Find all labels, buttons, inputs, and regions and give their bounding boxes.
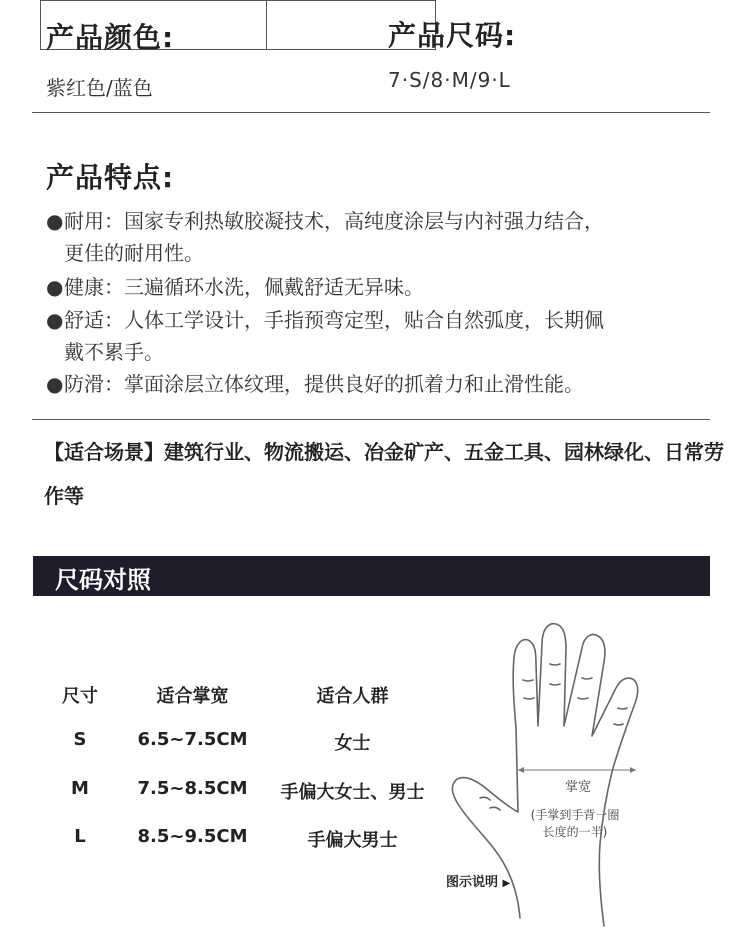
bullet-icon: ● bbox=[46, 209, 64, 233]
color-value: 紫红色/蓝色 bbox=[46, 76, 153, 100]
divider-2 bbox=[32, 419, 710, 420]
feature-line: 健康：三遍循环水洗，佩戴舒适无异味。 bbox=[64, 275, 424, 299]
size-value: 7·S/8·M/9·L bbox=[388, 68, 511, 92]
frame-left-line bbox=[40, 0, 41, 50]
size-chart-title: 尺码对照 bbox=[55, 566, 151, 594]
palm-width-label: 掌宽 bbox=[564, 780, 591, 795]
table-cell-size: L bbox=[74, 826, 86, 847]
divider-1 bbox=[32, 112, 710, 113]
feature-line: 舒适：人体工学设计，手指预弯定型，贴合自然弧度，长期佩 bbox=[64, 308, 604, 332]
table-cell-width: 7.5~8.5CM bbox=[137, 778, 248, 799]
table-header-size: 尺寸 bbox=[62, 686, 98, 707]
table-header-group: 适合人群 bbox=[316, 686, 389, 707]
feature-item-antislip bbox=[46, 368, 584, 400]
bullet-icon: ● bbox=[46, 372, 64, 396]
play-arrow-icon: ▶ bbox=[502, 878, 511, 889]
bullet-icon: ● bbox=[46, 308, 64, 332]
palm-note-line1: (手掌到手背一圈 bbox=[530, 808, 620, 822]
table-header-width: 适合掌宽 bbox=[156, 686, 229, 707]
feature-line-cont: 更佳的耐用性。 bbox=[64, 241, 204, 265]
table-cell-width: 8.5~9.5CM bbox=[137, 826, 248, 847]
diagram-caption-text: 图示说明 bbox=[446, 875, 499, 890]
frame-top-line bbox=[40, 0, 436, 1]
frame-mid-line bbox=[266, 0, 267, 50]
features-title: 产品特点: bbox=[46, 161, 175, 194]
feature-line: 耐用：国家专利热敏胶凝技术，高纯度涂层与内衬强力结合， bbox=[64, 209, 604, 233]
feature-item-comfort bbox=[46, 304, 604, 368]
table-cell-group: 女士 bbox=[334, 733, 371, 754]
feature-item-health bbox=[46, 271, 424, 303]
diagram-caption bbox=[446, 871, 510, 890]
color-title: 产品颜色: bbox=[46, 21, 175, 54]
table-cell-width: 6.5~7.5CM bbox=[137, 729, 248, 750]
table-cell-group: 手偏大女士、男士 bbox=[280, 782, 425, 803]
feature-item-durable bbox=[46, 205, 604, 269]
size-title: 产品尺码: bbox=[388, 19, 517, 52]
size-chart-bar bbox=[33, 556, 710, 596]
scene-text: 【适合场景】建筑行业、物流搬运、冶金矿产、五金工具、园林绿化、日常劳作等 bbox=[44, 440, 724, 508]
table-cell-size: M bbox=[71, 778, 89, 799]
feature-line-cont: 戴不累手。 bbox=[64, 340, 164, 364]
table-cell-group: 手偏大男士 bbox=[307, 830, 398, 851]
table-cell-size: S bbox=[73, 729, 87, 750]
bullet-icon: ● bbox=[46, 275, 64, 299]
hand-outline-icon bbox=[440, 608, 700, 942]
feature-line: 防滑：掌面涂层立体纹理，提供良好的抓着力和止滑性能。 bbox=[64, 372, 584, 396]
palm-note-line2: 长度的一半) bbox=[542, 825, 608, 839]
